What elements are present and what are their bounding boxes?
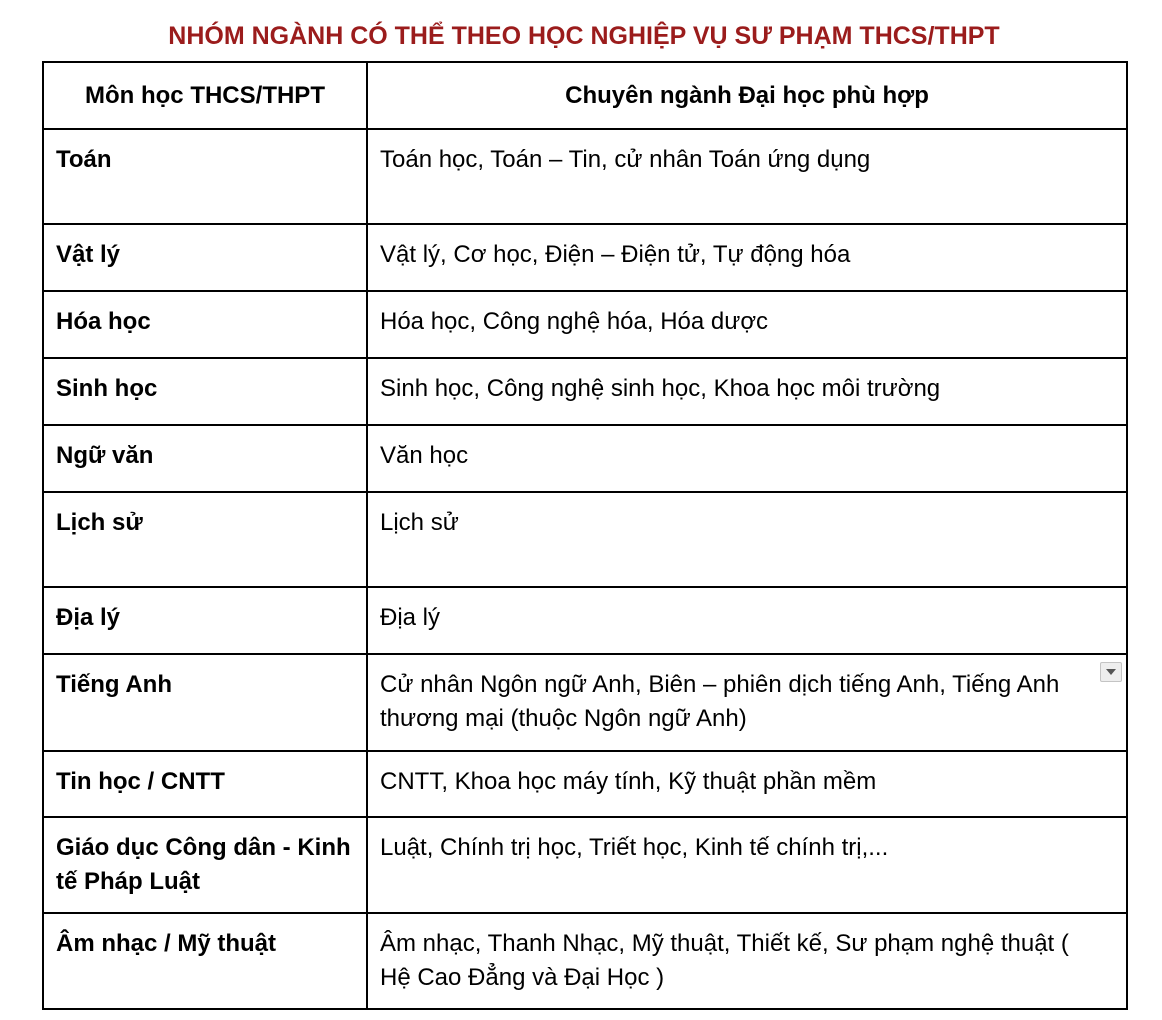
majors-cell: Hóa học, Công nghệ hóa, Hóa dược	[367, 291, 1127, 358]
subject-cell: Giáo dục Công dân - Kinh tế Pháp Luật	[43, 817, 367, 913]
majors-cell: Luật, Chính trị học, Triết học, Kinh tế chính trị,...	[367, 817, 1127, 913]
subject-cell: Địa lý	[43, 587, 367, 654]
subject-cell: Lịch sử	[43, 492, 367, 587]
table-row	[43, 751, 1127, 817]
majors-cell: Vật lý, Cơ học, Điện – Điện tử, Tự động hóa	[367, 224, 1127, 291]
table-row	[43, 129, 1127, 224]
subject-cell: Tin học / CNTT	[43, 751, 367, 817]
table-row	[43, 817, 1127, 913]
table-row	[43, 492, 1127, 587]
table-row	[43, 913, 1127, 1009]
majors-cell: Cử nhân Ngôn ngữ Anh, Biên – phiên dịch tiếng Anh, Tiếng Anh thương mại (thuộc Ngôn ngữ Anh)	[367, 654, 1127, 751]
subject-cell: Sinh học	[43, 358, 367, 425]
majors-cell: Sinh học, Công nghệ sinh học, Khoa học môi trường	[367, 358, 1127, 425]
subject-cell: Tiếng Anh	[43, 654, 367, 751]
subject-cell: Vật lý	[43, 224, 367, 291]
subject-cell: Ngữ văn	[43, 425, 367, 492]
majors-cell: Âm nhạc, Thanh Nhạc, Mỹ thuật, Thiết kế, Sư phạm nghệ thuật ( Hệ Cao Đẳng và Đại Học )	[367, 913, 1127, 1009]
subject-cell: Toán	[43, 129, 367, 224]
subject-cell: Âm nhạc / Mỹ thuật	[43, 913, 367, 1009]
table-row	[43, 291, 1127, 358]
page-title: NHÓM NGÀNH CÓ THỂ THEO HỌC NGHIỆP VỤ SƯ PHẠM THCS/THPT	[168, 22, 1000, 50]
majors-cell: Địa lý	[367, 587, 1127, 654]
majors-table	[42, 61, 1128, 1010]
majors-cell: Toán học, Toán – Tin, cử nhân Toán ứng dụng	[367, 129, 1127, 224]
table-header-row	[43, 62, 1127, 129]
table-row	[43, 224, 1127, 291]
table-row	[43, 654, 1127, 751]
majors-cell: CNTT, Khoa học máy tính, Kỹ thuật phần mềm	[367, 751, 1127, 817]
table-row	[43, 425, 1127, 492]
table-row	[43, 587, 1127, 654]
majors-cell: Văn học	[367, 425, 1127, 492]
subject-cell: Hóa học	[43, 291, 367, 358]
table-row	[43, 358, 1127, 425]
header-majors: Chuyên ngành Đại học phù hợp	[367, 62, 1127, 129]
header-subject: Môn học THCS/THPT	[43, 62, 367, 129]
chevron-down-icon[interactable]	[1100, 662, 1122, 682]
majors-cell: Lịch sử	[367, 492, 1127, 587]
